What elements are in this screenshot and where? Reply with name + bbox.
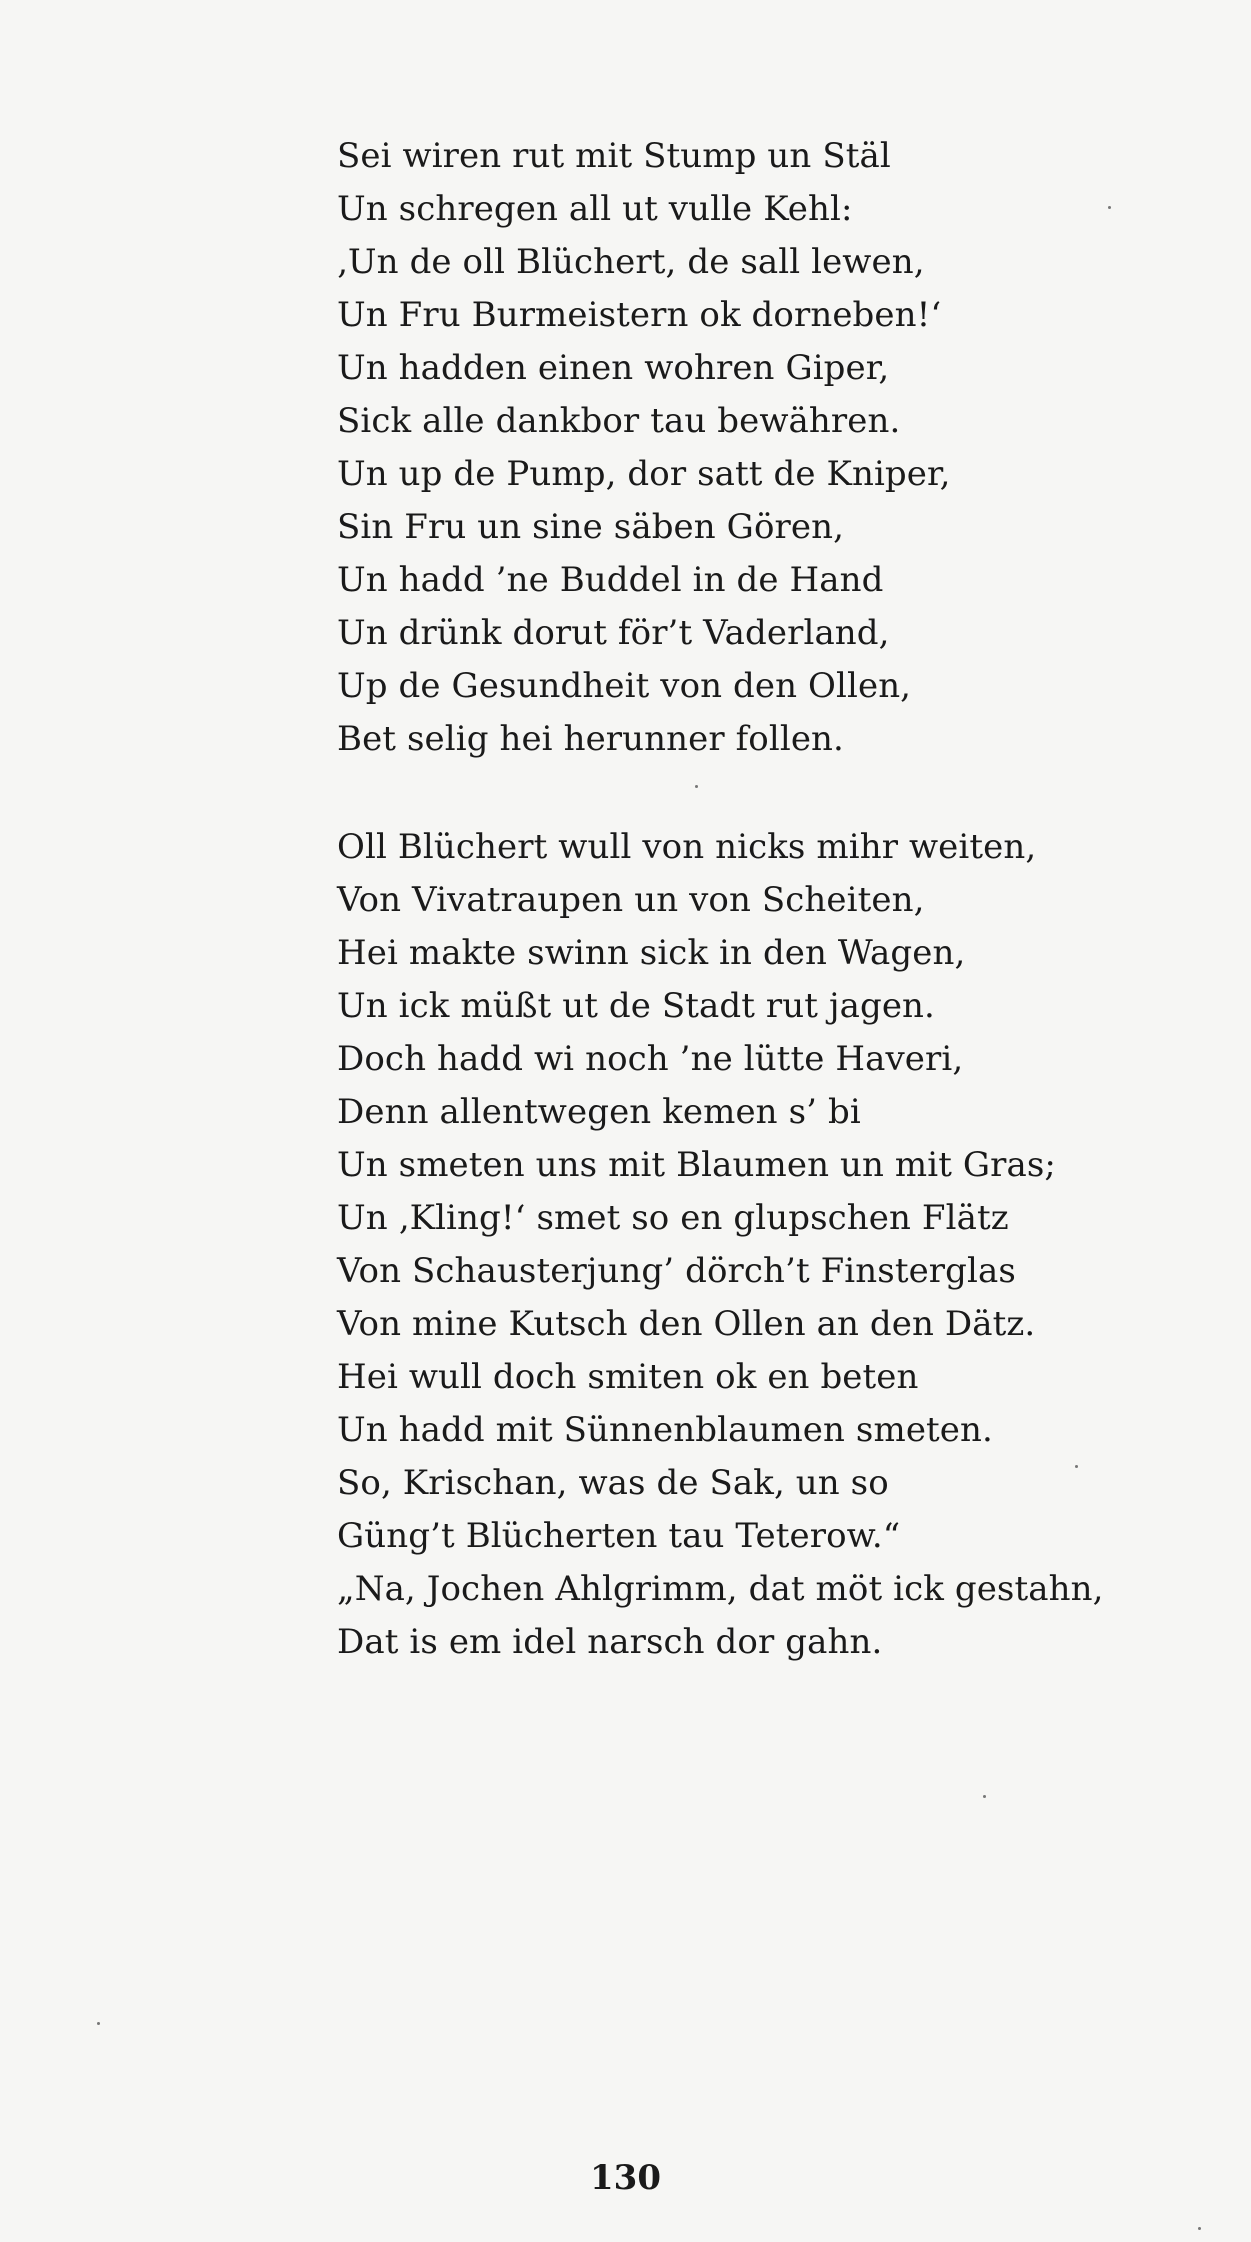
verse-line: Un schregen all ut vulle Kehl: xyxy=(337,189,853,229)
verse-line: „Na, Jochen Ahlgrimm, dat möt ick gestahn, xyxy=(337,1569,1104,1609)
paper-speck xyxy=(983,1795,986,1798)
verse-line: Un ‚Kling!‘ smet so en glupschen Flätz xyxy=(337,1198,1009,1238)
page-number: 130 xyxy=(590,2158,661,2198)
paper-speck xyxy=(97,2022,100,2025)
paper-speck xyxy=(1075,1465,1078,1468)
verse-line: Von mine Kutsch den Ollen an den Dätz. xyxy=(337,1304,1036,1344)
verse-line: Oll Blüchert wull von nicks mihr weiten, xyxy=(337,827,1037,867)
verse-line: Un drünk dorut för’t Vaderland, xyxy=(337,613,890,653)
verse-line: Up de Gesundheit von den Ollen, xyxy=(337,666,912,706)
verse-line: So, Krischan, was de Sak, un so xyxy=(337,1463,889,1503)
verse-line: Un smeten uns mit Blaumen un mit Gras; xyxy=(337,1145,1056,1185)
paper-speck xyxy=(1108,206,1111,209)
verse-line: Un hadden einen wohren Giper, xyxy=(337,348,890,388)
verse-line: Un hadd mit Sünnenblaumen smeten. xyxy=(337,1410,993,1450)
verse-line: Sin Fru un sine säben Gören, xyxy=(337,507,844,547)
paper-speck xyxy=(1198,2227,1201,2230)
paper-speck xyxy=(695,785,698,788)
stanza-2 xyxy=(337,821,1104,1669)
verse-line: Hei wull doch smiten ok en beten xyxy=(337,1357,919,1397)
stanza-1 xyxy=(337,130,951,766)
verse-line: Von Vivatraupen un von Scheiten, xyxy=(337,880,925,920)
verse-line: Doch hadd wi noch ’ne lütte Haveri, xyxy=(337,1039,964,1079)
verse-line: Dat is em idel narsch dor gahn. xyxy=(337,1622,883,1662)
verse-line: Un hadd ’ne Buddel in de Hand xyxy=(337,560,884,600)
verse-line: Von Schausterjung’ dörch’t Finsterglas xyxy=(337,1251,1016,1291)
verse-line: Un up de Pump, dor satt de Kniper, xyxy=(337,454,951,494)
verse-line: ‚Un de oll Blüchert, de sall lewen, xyxy=(337,242,925,282)
verse-line: Hei makte swinn sick in den Wagen, xyxy=(337,933,966,973)
verse-line: Bet selig hei herunner follen. xyxy=(337,719,844,759)
verse-line: Un Fru Burmeistern ok dorneben!‘ xyxy=(337,295,942,335)
verse-line: Güng’t Blücherten tau Teterow.“ xyxy=(337,1516,901,1556)
verse-line: Sick alle dankbor tau bewähren. xyxy=(337,401,901,441)
verse-line: Denn allentwegen kemen s’ bi xyxy=(337,1092,861,1132)
verse-line: Sei wiren rut mit Stump un Stäl xyxy=(337,136,891,176)
verse-line: Un ick müßt ut de Stadt rut jagen. xyxy=(337,986,935,1026)
